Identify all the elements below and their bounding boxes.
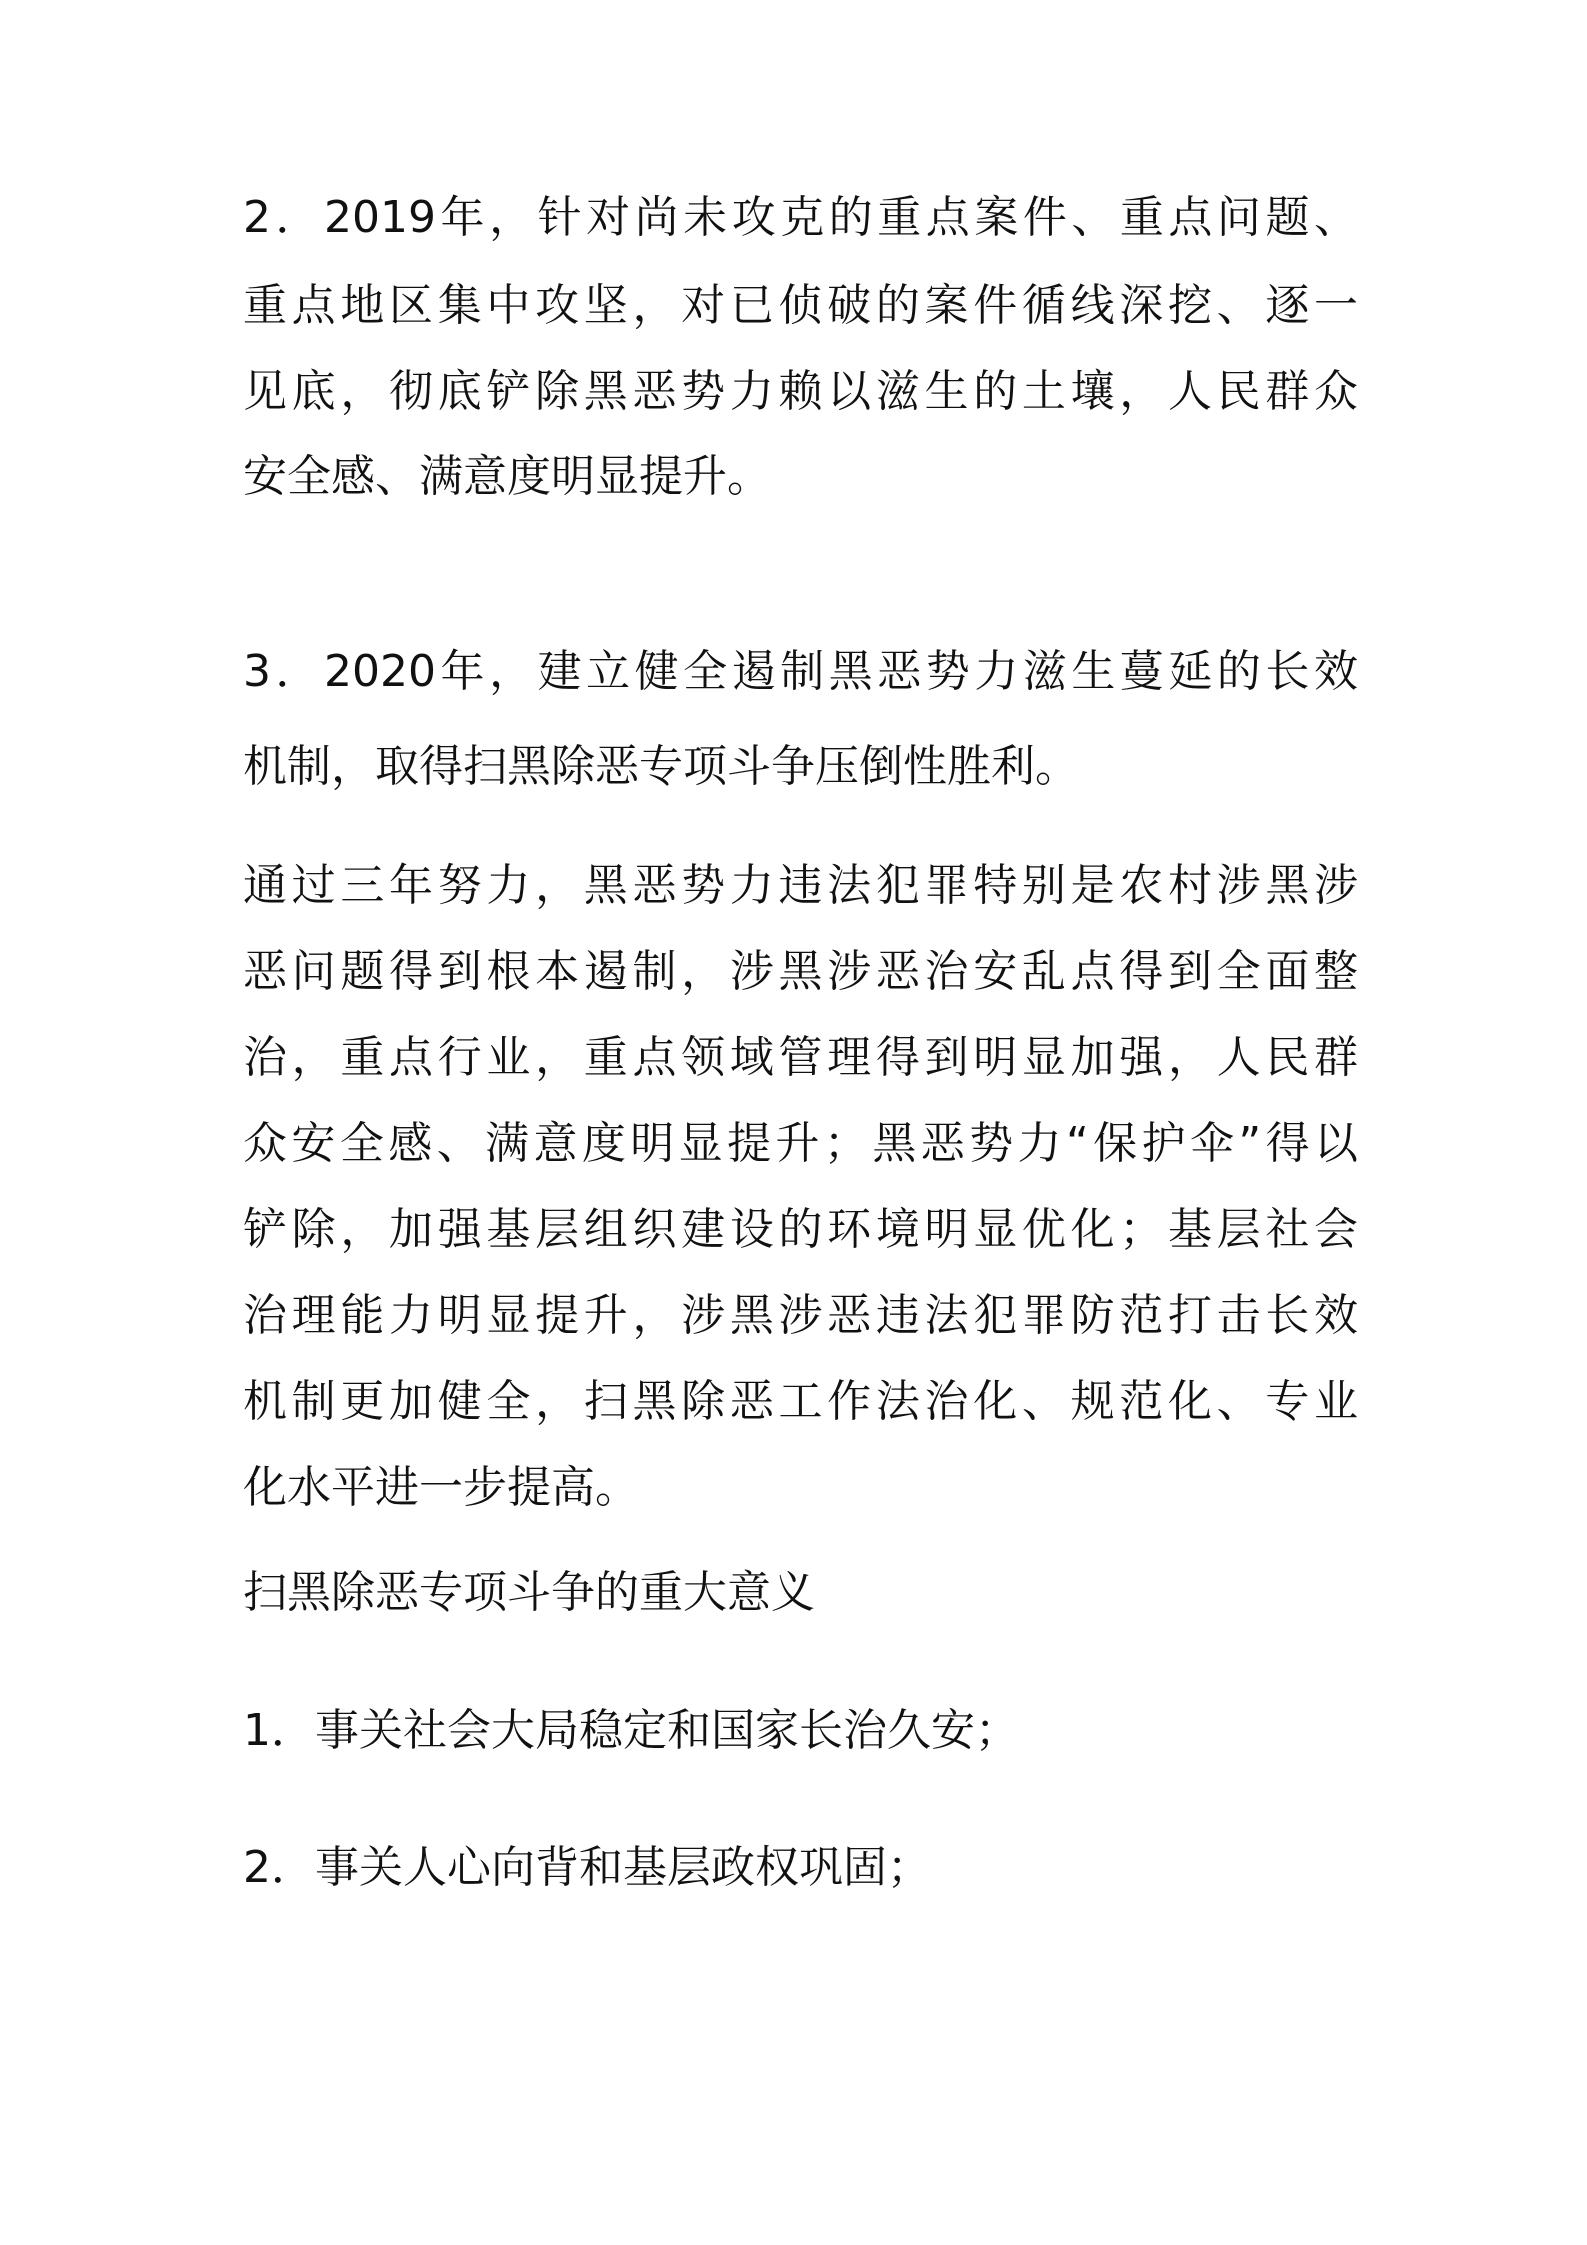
text-line: 2．2019年，针对尚未攻克的重点案件、重点问题、 [243,192,1358,243]
section-heading-significance: 扫黑除恶专项斗争的重大意义 [243,1567,815,1618]
text-line: 恶问题得到根本遏制，涉黑涉恶治安乱点得到全面整 [243,946,1358,997]
text-line: 治，重点行业，重点领域管理得到明显加强，人民群 [243,1032,1358,1083]
text-line: 机制，取得扫黑除恶专项斗争压倒性胜利。 [243,741,1079,792]
text-line: 机制更加健全，扫黑除恶工作法治化、规范化、专业 [243,1376,1358,1427]
text-line: 3．2020年，建立健全遏制黑恶势力滋生蔓延的长效 [243,646,1358,697]
text-line: 治理能力明显提升，涉黑涉恶违法犯罪防范打击长效 [243,1290,1358,1341]
text-line: 安全感、满意度明显提升。 [243,451,771,502]
list-item-significance-2: 2．事关人心向背和基层政权巩固； [243,1842,931,1893]
text-line: 铲除，加强基层组织建设的环境明显优化；基层社会 [243,1204,1358,1255]
list-item-significance-1: 1．事关社会大局稳定和国家长治久安； [243,1705,1019,1756]
text-line: 重点地区集中攻坚，对已侦破的案件循线深挖、逐一 [243,280,1358,331]
text-line: 见底，彻底铲除黑恶势力赖以滋生的土壤，人民群众 [243,366,1358,417]
text-line: 通过三年努力，黑恶势力违法犯罪特别是农村涉黑涉 [243,860,1358,911]
text-line: 众安全感、满意度明显提升；黑恶势力“保护伞”得以 [243,1118,1358,1169]
text-line: 化水平进一步提高。 [243,1462,639,1513]
